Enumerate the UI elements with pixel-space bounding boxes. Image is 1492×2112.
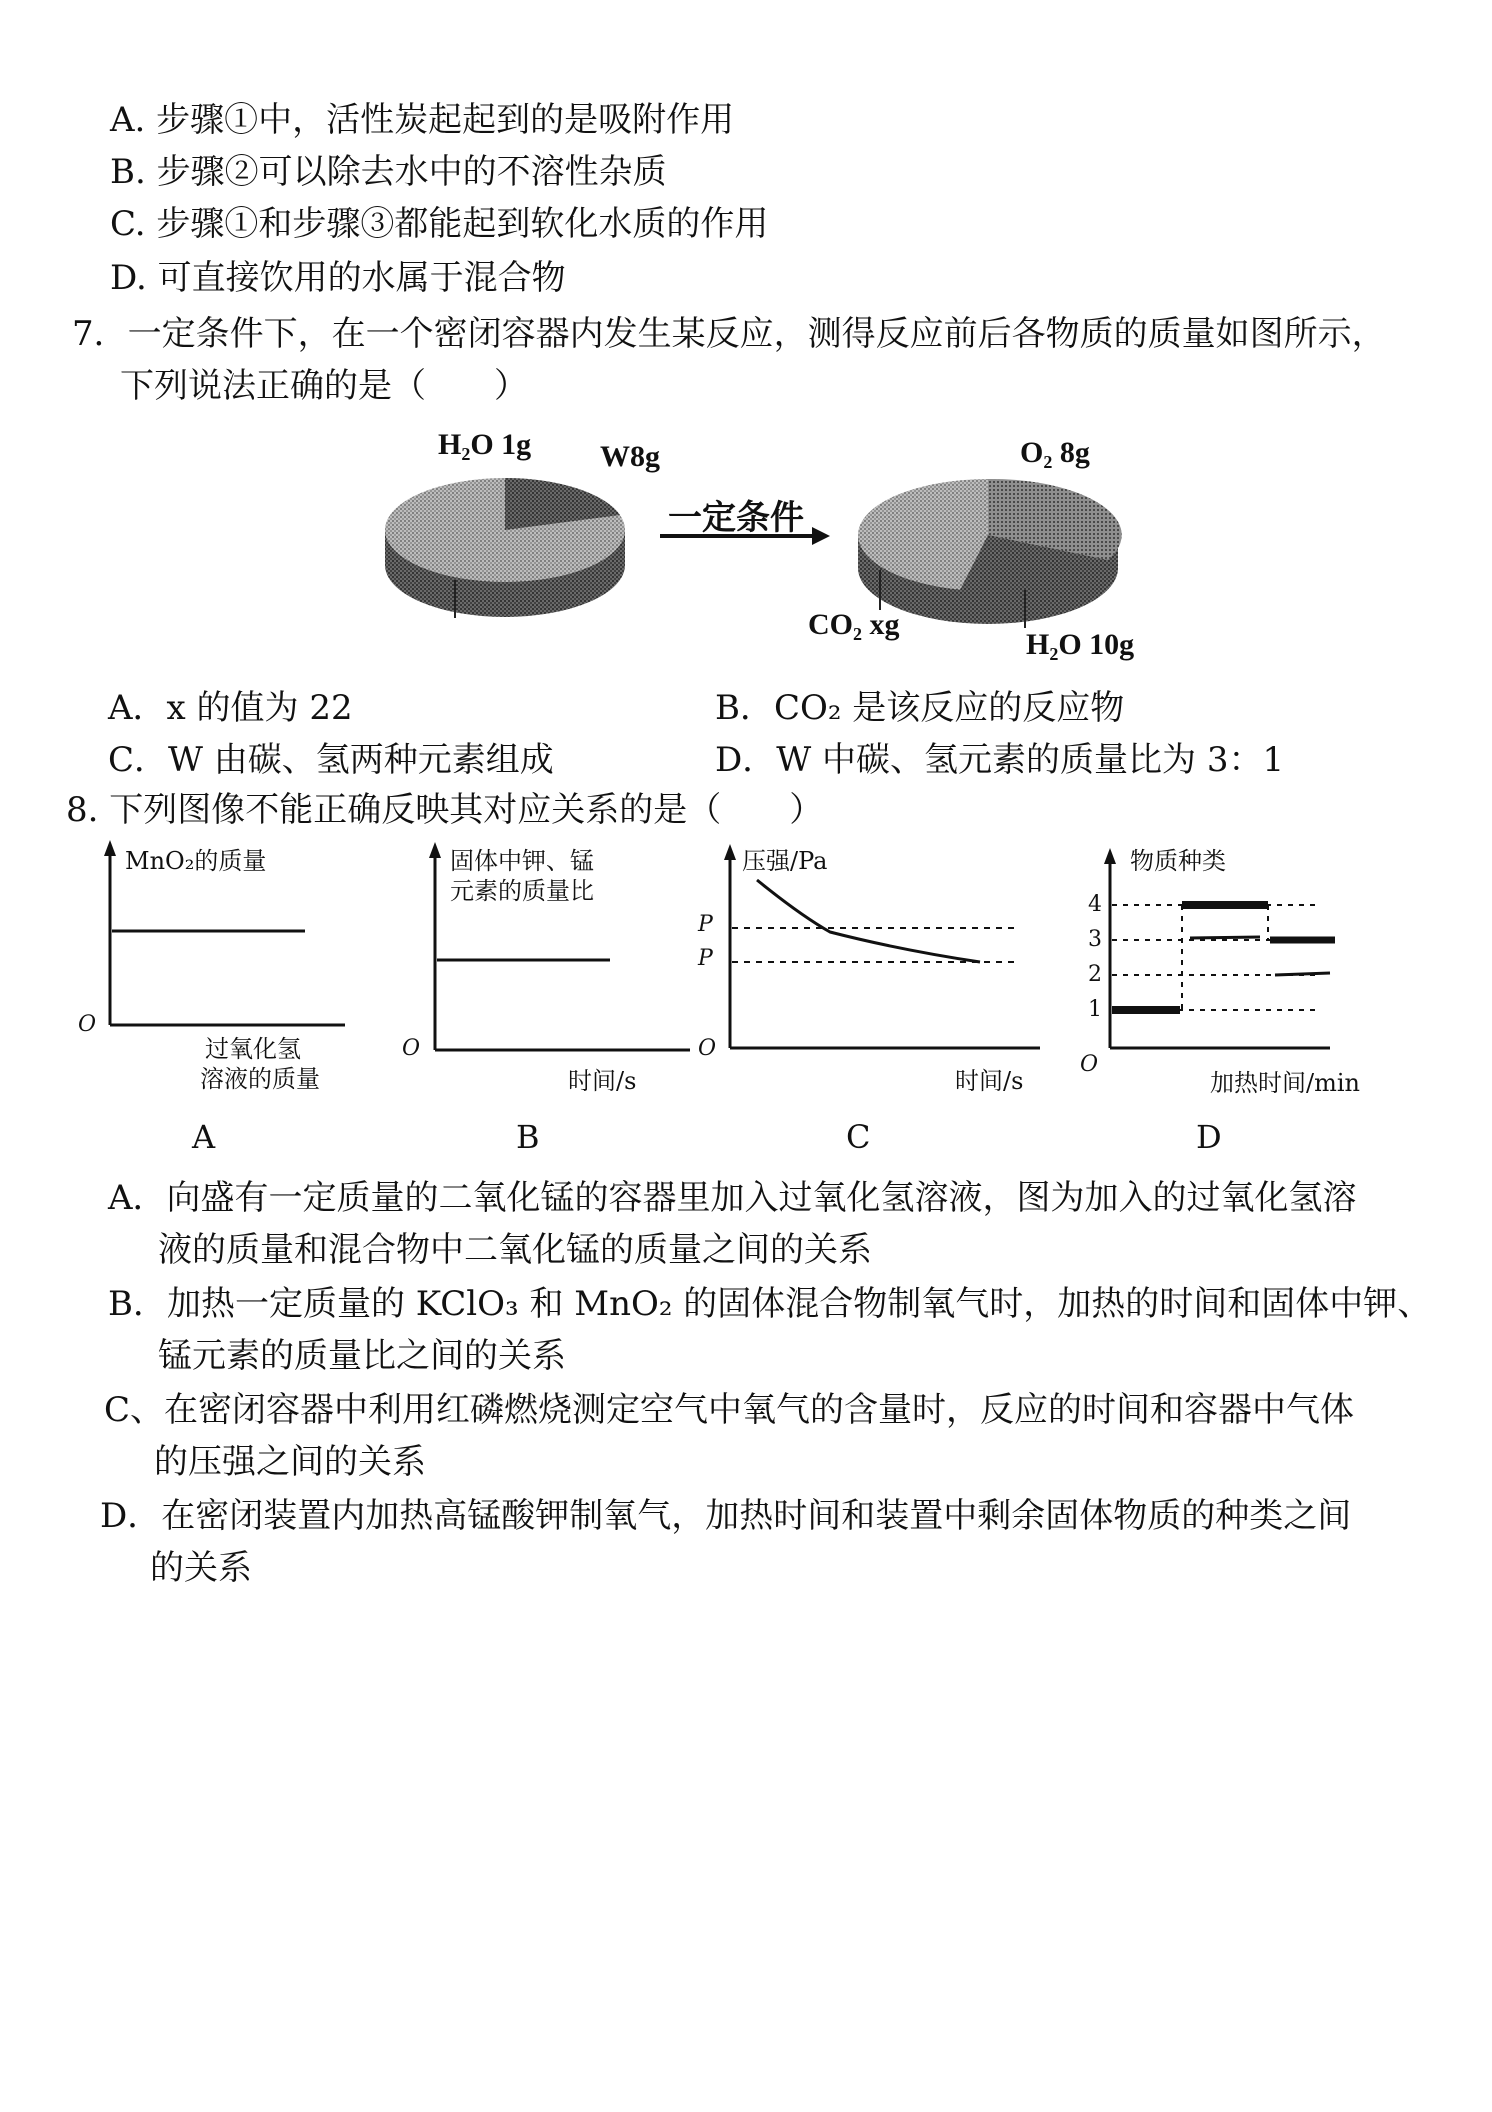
graph-b-caption: B — [516, 1118, 540, 1156]
q7-stem-line2: 下列说法正确的是（ ） — [120, 366, 528, 406]
graph-c-xlabel: 时间/s — [955, 1067, 1024, 1095]
left-pie-label-h2o: H₂O 1g — [438, 428, 532, 461]
q6-option-a: A. 步骤①中，活性炭起起到的是吸附作用 — [110, 100, 735, 140]
graph-d-tick-2: 2 — [1088, 962, 1102, 987]
graph-d-steps — [1112, 905, 1335, 1010]
graph-d-tick-1: 1 — [1088, 997, 1102, 1022]
q8-option-c-line2: 的压强之间的关系 — [154, 1442, 426, 1482]
graph-a-xlabel-1: 过氧化氢 — [205, 1035, 301, 1063]
graph-d-xlabel: 加热时间/min — [1210, 1069, 1360, 1097]
graph-d-tick-3: 3 — [1088, 927, 1102, 952]
graph-c-tick-p1: P — [698, 912, 713, 937]
q7-option-a: A．x 的值为 22 — [108, 688, 353, 728]
q8-option-d-line2: 的关系 — [150, 1548, 252, 1588]
right-pie-label-h2o: H₂O 10g — [1026, 628, 1135, 661]
graph-d-dashes — [1112, 905, 1320, 1010]
graph-c-ylabel: 压强/Pa — [742, 847, 828, 875]
graph-d-ylabel: 物质种类 — [1130, 847, 1226, 875]
q8-option-a-line2: 液的质量和混合物中二氧化锰的质量之间的关系 — [158, 1230, 872, 1270]
graph-b-ylabel-2: 元素的质量比 — [450, 877, 594, 905]
q7-stem-line1: 7．一定条件下，在一个密闭容器内发生某反应，测得反应前后各物质的质量如图所示， — [72, 314, 1386, 354]
right-pie-label-co2: CO₂ xg — [808, 608, 900, 641]
graph-c-origin: O — [698, 1036, 717, 1061]
q6-option-b: B. 步骤②可以除去水中的不溶性杂质 — [110, 152, 667, 192]
graph-a-origin: O — [78, 1012, 97, 1037]
graph-a-caption: A — [192, 1118, 216, 1156]
graph-b-origin: O — [402, 1036, 421, 1061]
q7-option-b: B．CO₂ 是该反应的反应物 — [715, 688, 1125, 728]
right-pie-label-o2: O₂ 8g — [1020, 436, 1090, 469]
left-pie-label-w: W8g — [600, 440, 660, 473]
arrow-label: 一定条件 — [668, 500, 804, 537]
q7-option-d: D．W 中碳、氢元素的质量比为 3：1 — [715, 740, 1285, 780]
graph-d-tick-4: 4 — [1088, 892, 1102, 917]
q8-option-d-line1: D．在密闭装置内加热高锰酸钾制氧气，加热时间和装置中剩余固体物质的种类之间 — [100, 1496, 1352, 1536]
graph-a-xlabel-2: 溶液的质量 — [200, 1065, 320, 1093]
q7-option-c: C．W 由碳、氢两种元素组成 — [108, 740, 554, 780]
graph-a-ylabel: MnO₂的质量 — [125, 847, 267, 875]
q8-option-b-line1: B．加热一定质量的 KClO₃ 和 MnO₂ 的固体混合物制氧气时，加热的时间和固体中钾、 — [108, 1284, 1432, 1324]
graph-b-xlabel: 时间/s — [568, 1067, 637, 1095]
q8-option-a-line1: A．向盛有一定质量的二氧化锰的容器里加入过氧化氢溶液，图为加入的过氧化氢溶 — [108, 1178, 1357, 1218]
graph-c-curve — [757, 880, 980, 962]
graph-c-tick-p2: P — [698, 946, 713, 971]
graph-d-axes — [1104, 848, 1330, 1048]
q8-option-b-line2: 锰元素的质量比之间的关系 — [158, 1336, 566, 1376]
q8-stem: 8. 下列图像不能正确反映其对应关系的是（ ） — [66, 790, 824, 830]
graph-c-caption: C — [846, 1118, 871, 1156]
q6-option-d: D. 可直接饮用的水属于混合物 — [110, 258, 566, 298]
graph-d-caption: D — [1196, 1118, 1222, 1156]
graph-b-ylabel-1: 固体中钾、锰 — [450, 847, 594, 875]
q8-option-c-line1: C、在密闭容器中利用红磷燃烧测定空气中氧气的含量时，反应的时间和容器中气体 — [104, 1390, 1355, 1430]
q6-option-c: C. 步骤①和步骤③都能起到软化水质的作用 — [110, 204, 769, 244]
graph-d-origin: O — [1080, 1052, 1099, 1077]
